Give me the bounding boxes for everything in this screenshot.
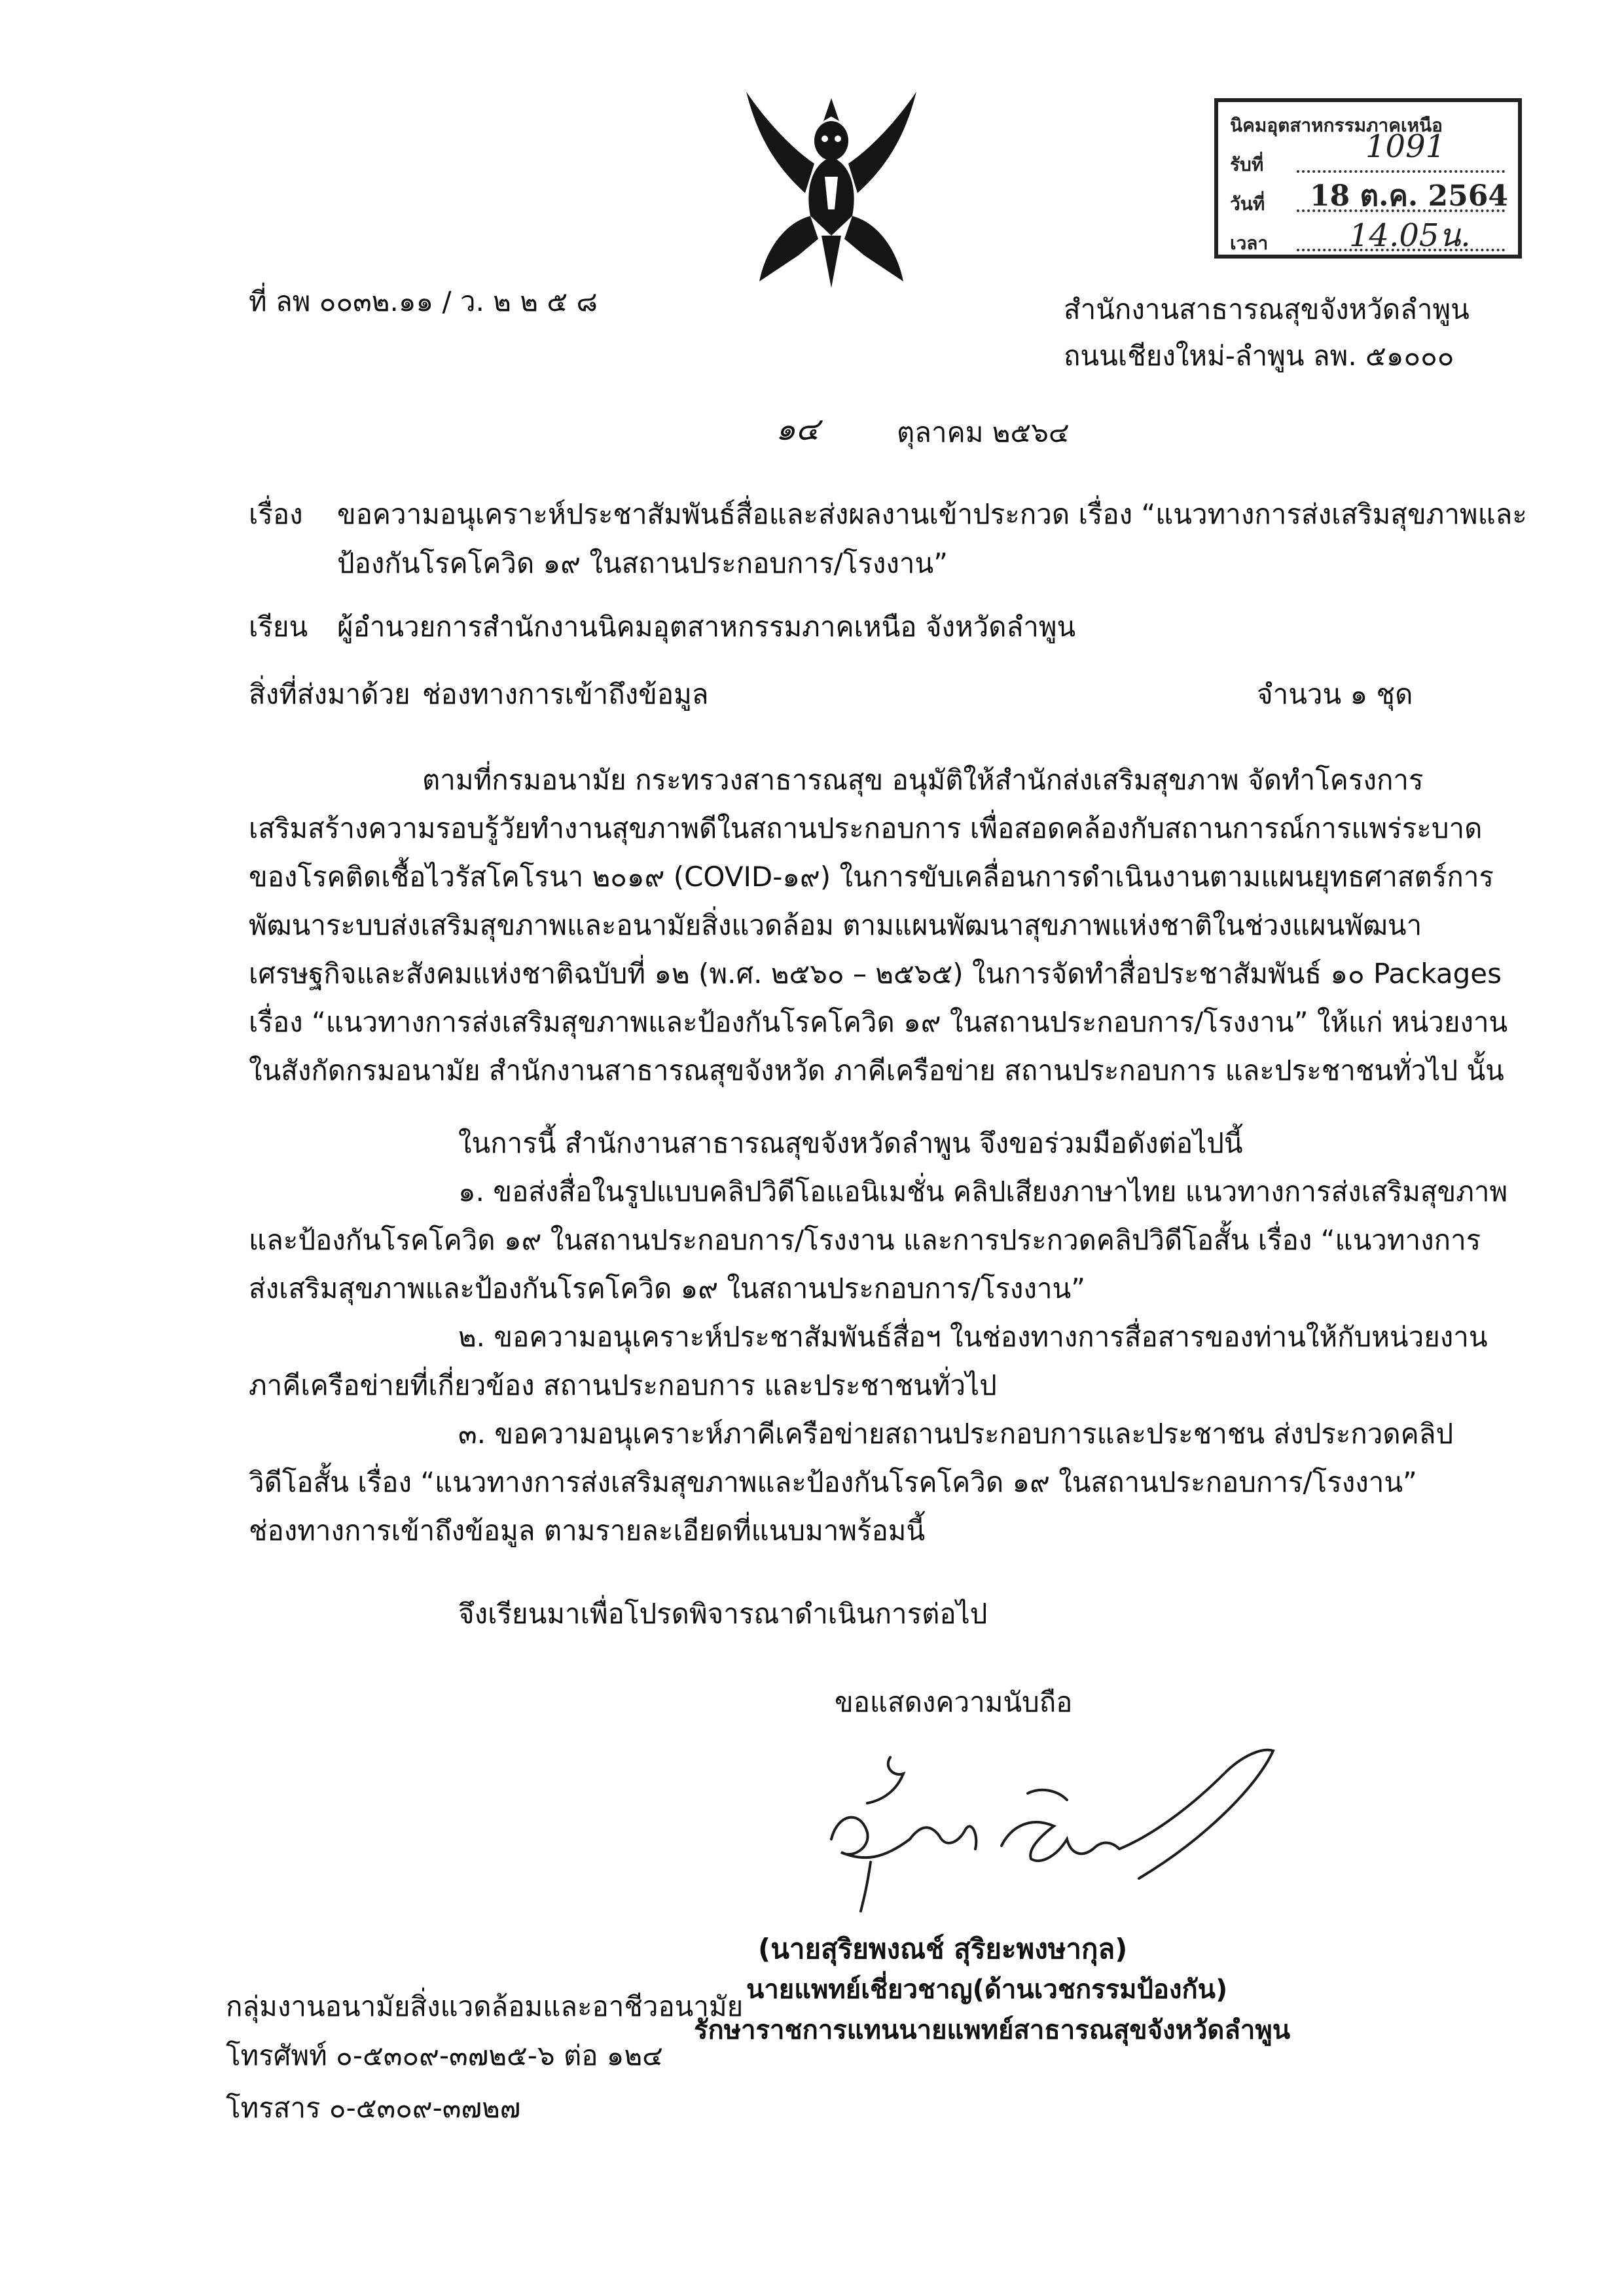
enclosure-label: สิ่งที่ส่งมาด้วย xyxy=(249,678,410,710)
footer-phone: โทรศัพท์ ๐-๕๓๐๙-๓๗๒๕-๖ ต่อ ๑๒๔ xyxy=(226,2039,663,2072)
paragraph-line: ในการนี้ สำนักงานสาธารณสุขจังหวัดลำพูน จึงขอร่วมมือดังต่อไปนี้ xyxy=(458,1127,1243,1159)
footer-department: กลุ่มงานอนามัยสิ่งแวดล้อมและอาชีวอนามัย xyxy=(226,1990,744,2022)
enclosure-text: ช่องทางการเข้าถึงข้อมูล xyxy=(422,678,709,710)
paragraph-line: ของโรคติดเชื้อไวรัสโคโรนา ๒๐๑๙ (COVID-๑๙) ในการขับเคลื่อนการดำเนินงานตามแผนยุทธศาสตร์การ xyxy=(249,861,1494,893)
paragraph-line: ตามที่กรมอนามัย กระทรวงสาธารณสุข อนุมัติให้สำนักส่งเสริมสุขภาพ จัดทำโครงการ xyxy=(422,764,1424,796)
paragraph-line: ในสังกัดกรมอนามัย สำนักงานสาธารณสุขจังหวัด ภาคีเครือข่าย สถานประกอบการ และประชาชนทั่วไป นั้น xyxy=(249,1054,1504,1086)
signatory-acting-position: รักษาราชการแทนนายแพทย์สาธารณสุขจังหวัดลำพูน xyxy=(694,2015,1291,2045)
subject-line-2: ป้องกันโรคโควิด ๑๙ ในสถานประกอบการ/โรงงาน” xyxy=(337,547,948,579)
item-3-line: ช่องทางการเข้าถึงข้อมูล ตามรายละเอียดที่แนบมาพร้อมนี้ xyxy=(249,1515,926,1547)
item-2-line: ๒. ขอความอนุเคราะห์ประชาสัมพันธ์สื่อฯ ในช่องทางการสื่อสารของท่านให้กับหน่วยงาน xyxy=(458,1321,1488,1353)
paragraph-line: เสริมสร้างความรอบรู้วัยทำงานสุขภาพดีในสถานประกอบการ เพื่อสอดคล้องกับสถานการณ์การแพร่ระบาด xyxy=(249,812,1483,844)
paragraph-line: เรื่อง “แนวทางการส่งเสริมสุขภาพและป้องกันโรคโควิด ๑๙ ในสถานประกอบการ/โรงงาน” ให้แก่ หน่วยงาน xyxy=(249,1006,1508,1038)
signatory-name: (นายสุริยพงณช์ สุริยะพงษากุล) xyxy=(758,1933,1128,1965)
footer-fax: โทรสาร ๐-๕๓๐๙-๓๗๒๗ xyxy=(226,2092,521,2124)
garuda-emblem xyxy=(733,85,929,295)
signatory-position: นายแพทย์เชี่ยวชาญ(ด้านเวชกรรมป้องกัน) xyxy=(746,1975,1228,2005)
closing-sentence: จึงเรียนมาเพื่อโปรดพิจารณาดำเนินการต่อไป xyxy=(458,1598,988,1630)
item-1-line: ๑. ขอส่งสื่อในรูปแบบคลิปวิดีโอแอนิเมชั่น คลิปเสียงภาษาไทย แนวทางการส่งเสริมสุขภาพ xyxy=(458,1175,1508,1208)
office-address: ถนนเชียงใหม่-ลำพูน ลพ. ๕๑๐๐๐ xyxy=(1064,340,1454,372)
enclosure-quantity: จำนวน ๑ ชุด xyxy=(1257,678,1413,710)
subject-label: เรื่อง xyxy=(249,498,303,530)
stamp-date-label: วันที่ xyxy=(1230,193,1265,215)
salutation-recipient: ผู้อำนวยการสำนักงานนิคมอุตสาหกรรมภาคเหนือ จังหวัดลำพูน xyxy=(337,611,1076,643)
paragraph-line: เศรษฐกิจและสังคมแห่งชาติฉบับที่ ๑๒ (พ.ศ. ๒๕๖๐ – ๒๕๖๕) ในการจัดทำสื่อประชาสัมพันธ์ ๑๐ Packages xyxy=(249,958,1502,990)
body-paragraph-2 xyxy=(249,1119,1507,1555)
item-3-line: วิดีโอสั้น เรื่อง “แนวทางการส่งเสริมสุขภาพและป้องกันโรคโควิด ๑๙ ในสถานประกอบการ/โรงงาน” xyxy=(249,1466,1417,1498)
stamp-received-value: 1091 xyxy=(1365,128,1446,165)
stamp-org: นิคมอุตสาหกรรมภาคเหนือ xyxy=(1230,115,1443,136)
body-paragraph-1 xyxy=(249,756,1507,1095)
stamp-time-label: เวลา xyxy=(1230,232,1269,254)
item-2-line: ภาคีเครือข่ายที่เกี่ยวข้อง สถานประกอบการ และประชาชนทั่วไป xyxy=(249,1369,997,1401)
received-stamp xyxy=(1214,98,1522,259)
stamp-received-label: รับที่ xyxy=(1230,154,1264,175)
office-name: สำนักงานสาธารณสุขจังหวัดลำพูน xyxy=(1064,293,1470,325)
handwritten-signature xyxy=(805,1728,1276,1918)
item-3-line: ๓. ขอความอนุเคราะห์ภาคีเครือข่ายสถานประกอบการและประชาชน ส่งประกวดคลิป xyxy=(458,1418,1454,1450)
paragraph-line: พัฒนาระบบส่งเสริมสุขภาพและอนามัยสิ่งแวดล้อม ตามแผนพัฒนาสุขภาพแห่งชาติในช่วงแผนพัฒนา xyxy=(249,909,1422,941)
stamp-date-value: 18 ต.ค. 2564 xyxy=(1310,179,1508,213)
stamp-time-value: 14.05น. xyxy=(1349,217,1471,254)
reference-number: ที่ ลพ ๐๐๓๒.๑๑ / ว. ๒ ๒ ๕ ๘ xyxy=(249,285,598,317)
item-1-line: และป้องกันโรคโควิด ๑๙ ในสถานประกอบการ/โรงงาน และการประกวดคลิปวิดีโอสั้น เรื่อง “แนวทางการ xyxy=(249,1224,1481,1256)
regards-text: ขอแสดงความนับถือ xyxy=(835,1686,1073,1718)
item-1-line: ส่งเสริมสุขภาพและป้องกันโรคโควิด ๑๙ ในสถานประกอบการ/โรงงาน” xyxy=(249,1272,1086,1304)
salutation-label: เรียน xyxy=(249,611,308,643)
letter-date-day: ๑๔ xyxy=(776,411,820,448)
letter-date: ตุลาคม ๒๕๖๔ xyxy=(897,416,1070,448)
subject-line-1: ขอความอนุเคราะห์ประชาสัมพันธ์สื่อและส่งผลงานเข้าประกวด เรื่อง “แนวทางการส่งเสริมสุขภาพและ xyxy=(337,498,1527,530)
